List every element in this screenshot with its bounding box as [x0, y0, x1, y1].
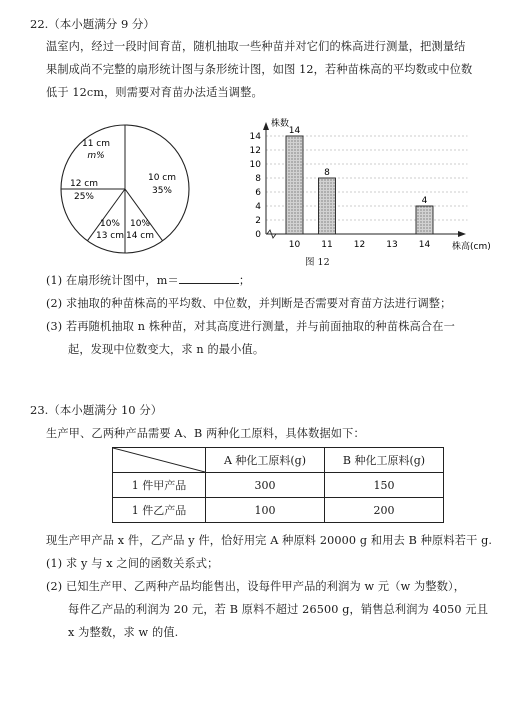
y-tick-label: 8 [255, 174, 261, 184]
q22-part1-end: ； [238, 274, 251, 287]
pie-label-13-cm: 13 cm [95, 231, 125, 241]
pie-label-11-pct: m% [87, 151, 105, 161]
y-tick-label: 2 [255, 216, 261, 226]
x-axis-arrow [458, 231, 466, 237]
pie-label-11-cm: 11 cm [81, 139, 111, 149]
y-tick-label: 0 [255, 230, 261, 240]
q22-part3-line-1: (3) 若再随机抽取 n 株种苗，对其高度进行测量，并与前面抽取的种苗株高合在一 [46, 320, 455, 333]
x-tick-label: 10 [288, 240, 301, 250]
q23-part2-line-3: x 为整数，求 w 的值. [68, 626, 179, 639]
pie-label-14-cm: 14 cm [125, 231, 155, 241]
y-tick-label: 14 [249, 132, 261, 142]
bar-data-label: 14 [288, 126, 301, 136]
y-axis-arrow [263, 122, 269, 130]
table-corner-cell [113, 448, 206, 473]
pie-label-12-pct: 25% [73, 192, 95, 202]
q23-part1: (1) 求 y 与 x 之间的函数关系式； [46, 557, 219, 570]
q22-part1 [46, 272, 250, 288]
pie-label-10-pct: 35% [151, 186, 173, 196]
table-cell: 300 [206, 473, 325, 498]
q22-part3-line-2: 起，发现中位数变大，求 n 的最小值。 [68, 343, 265, 356]
q22-intro-line-1: 温室内，经过一段时间育苗，随机抽取一些种苗并对它们的株高进行测量，把测量结 [46, 40, 466, 53]
table-cell: 100 [206, 498, 325, 523]
figure-caption: 图 12 [305, 257, 330, 268]
pie-label-12-cm: 12 cm [69, 179, 99, 189]
q23-statement: 现生产甲产品 x 件，乙产品 y 件，恰好用完 A 种原料 20000 g 和用去 B 种原料若干 g. [46, 534, 493, 547]
bar-chart [222, 116, 512, 266]
materials-table [112, 447, 444, 523]
q23-part2-line-1: (2) 已知生产甲、乙两种产品均能售出，设每件甲产品的利润为 w 元（w 为整数）， [46, 580, 466, 593]
q22-header: 22.（本小题满分 9 分） [30, 17, 155, 31]
corner-diagonal [113, 448, 205, 472]
q23-part2-line-2: 每件乙产品的利润为 20 元，若 B 原料不超过 26500 g，销售总利润为 4050 元且 [68, 603, 489, 616]
table-cell: 150 [325, 473, 444, 498]
y-tick-label: 10 [249, 160, 261, 170]
table-row-name: 1 件甲产品 [113, 473, 206, 498]
x-tick-label: 12 [353, 240, 366, 250]
pie-chart [58, 122, 192, 256]
q22-intro-line-3: 低于 12cm，则需要对育苗办法适当调整。 [46, 86, 263, 99]
table-col-b: B 种化工原料(g) [325, 448, 444, 473]
q22-intro-line-2: 果制成尚不完整的扇形统计图与条形统计图，如图 12，若种苗株高的平均数或中位数 [46, 63, 473, 76]
table-row [113, 498, 444, 523]
q22-part1-text: (1) 在扇形统计图中，m＝ [46, 274, 179, 287]
answer-blank-m[interactable] [179, 273, 239, 284]
y-tick-label: 12 [249, 146, 261, 156]
y-tick-label: 4 [255, 202, 261, 212]
q22-part2: (2) 求抽取的种苗株高的平均数、中位数，并判断是否需要对育苗方法进行调整； [46, 297, 452, 310]
x-axis-label: 株高(cm) [452, 242, 491, 252]
x-tick-label: 14 [418, 240, 431, 250]
y-axis-label: 株数 [271, 119, 290, 129]
pie-label-14-pct: 10% [129, 219, 151, 229]
y-tick-label: 6 [255, 188, 261, 198]
bar [319, 178, 336, 234]
table-header-row [113, 448, 444, 473]
pie-label-10-cm: 10 cm [147, 173, 177, 183]
q23-intro: 生产甲、乙两种产品需要 A、B 两种化工原料，具体数据如下： [46, 427, 365, 440]
bar [286, 136, 303, 234]
table-col-a: A 种化工原料(g) [206, 448, 325, 473]
bar [416, 206, 433, 234]
table-row [113, 473, 444, 498]
table-cell: 200 [325, 498, 444, 523]
x-tick-label: 13 [386, 240, 398, 250]
q23-header: 23.（本小题满分 10 分） [30, 403, 163, 417]
pie-label-13-pct: 10% [99, 219, 121, 229]
x-tick-label: 11 [321, 240, 333, 250]
bar-data-label: 8 [324, 168, 330, 178]
bar-data-label: 4 [421, 196, 428, 206]
table-row-name: 1 件乙产品 [113, 498, 206, 523]
